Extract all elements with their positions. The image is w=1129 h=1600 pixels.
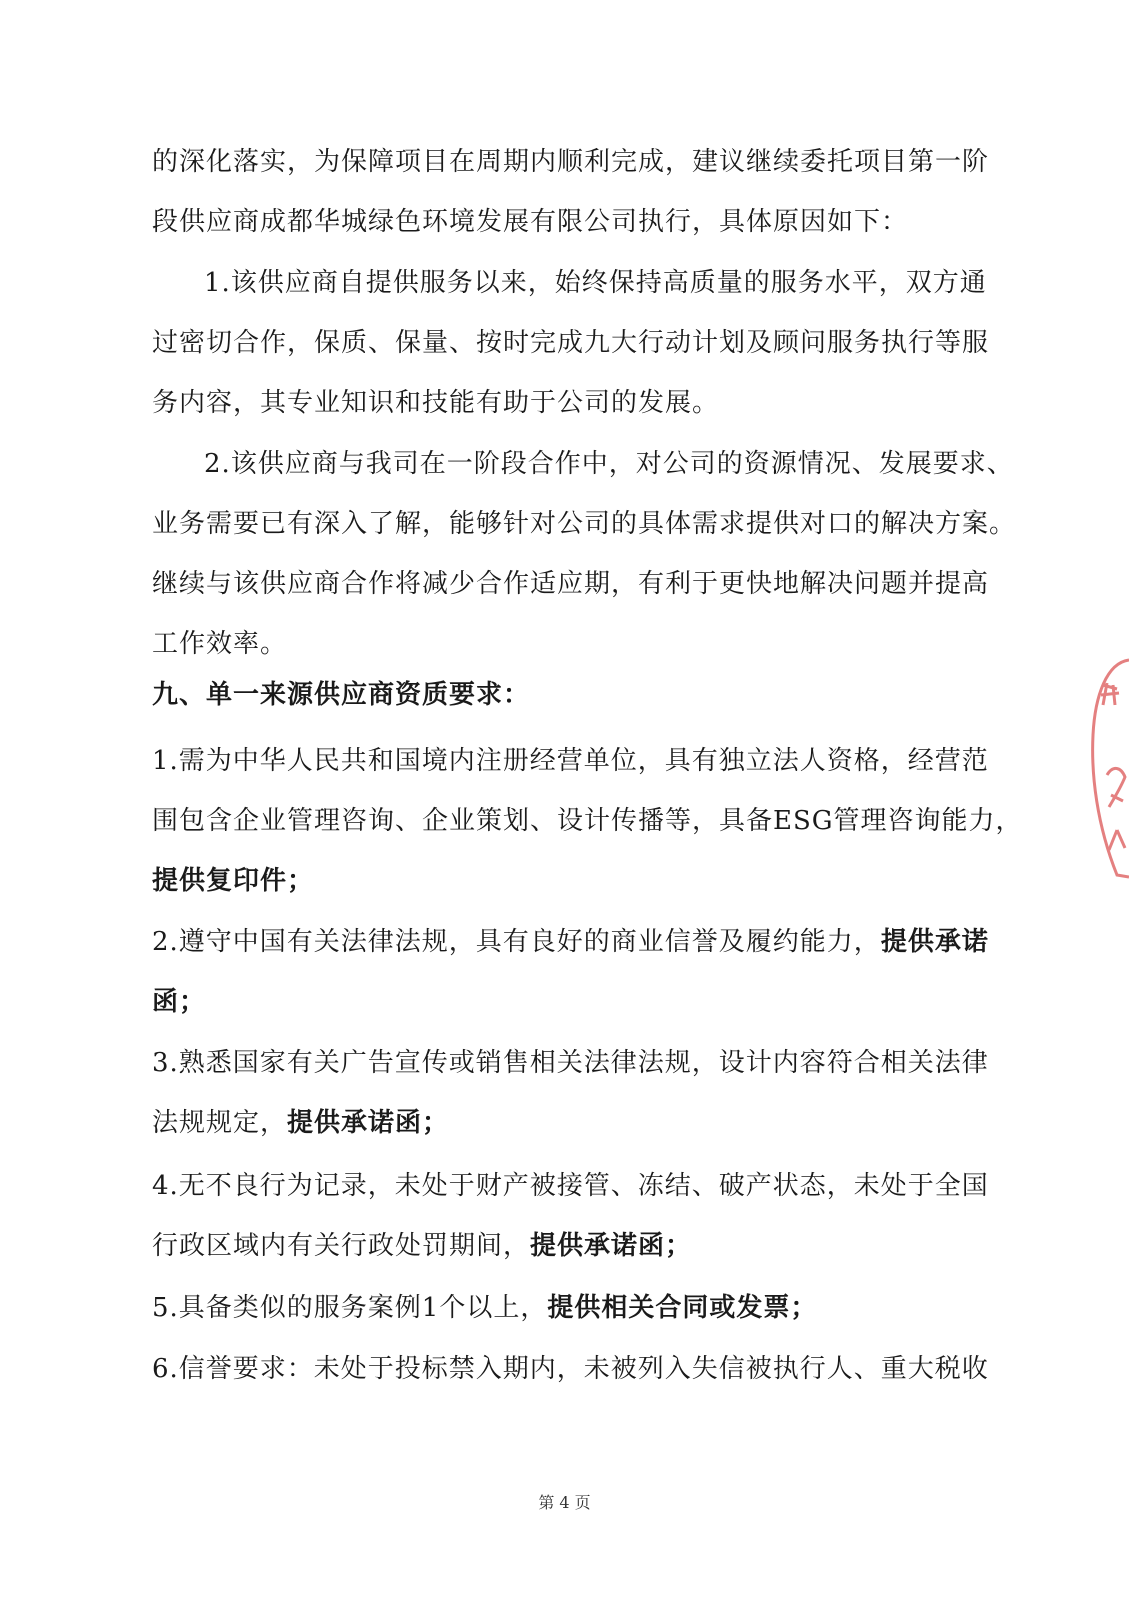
paragraph-line: 过密切合作，保质、保量、按时完成九大行动计划及顾问服务执行等服 [152, 328, 990, 358]
requirement-line [152, 1229, 982, 1263]
paragraph-line: 段供应商成都华城绿色环境发展有限公司执行，具体原因如下： [152, 207, 909, 237]
section-heading: 九、单一来源供应商资质要求： [152, 680, 531, 710]
paragraph-line: 2.该供应商与我司在一阶段合作中，对公司的资源情况、发展要求、 [204, 449, 1014, 479]
requirement-line: 6.信誉要求：未处于投标禁入期内，未被列入失信被执行人、重大税收 [152, 1354, 989, 1384]
bold-text: 提供复印件； [152, 866, 315, 896]
requirement-line: 3.熟悉国家有关广告宣传或销售相关法律法规，设计内容符合相关法律 [152, 1048, 989, 1078]
bold-text: 提供承诺函； [287, 1108, 450, 1138]
paragraph-line: 的深化落实，为保障项目在周期内顺利完成，建议继续委托项目第一阶 [152, 147, 990, 177]
requirement-text: 法规规定， [152, 1108, 288, 1138]
requirement-line: 4.无不良行为记录，未处于财产被接管、冻结、破产状态，未处于全国 [152, 1171, 989, 1201]
paragraph-line: 务内容，其专业知识和技能有助于公司的发展。 [152, 388, 720, 418]
bold-text: 提供相关合同或发票； [547, 1293, 818, 1323]
paragraph-line: 工作效率。 [152, 629, 288, 659]
requirement-line [152, 985, 982, 1019]
requirement-line [152, 1106, 982, 1140]
bold-text: 函； [152, 987, 207, 1017]
requirement-line: 1.需为中华人民共和国境内注册经营单位，具有独立法人资格，经营范 [152, 746, 989, 776]
requirement-line [152, 1291, 982, 1325]
bold-text: 提供承诺 [880, 927, 989, 957]
requirement-line [152, 925, 989, 959]
requirement-line: 围包含企业管理咨询、企业策划、设计传播等，具备ESG管理咨询能力， [152, 806, 1023, 836]
red-seal-stamp [1077, 655, 1129, 885]
requirement-text: 行政区域内有关行政处罚期间， [152, 1231, 531, 1261]
requirement-text: 2.遵守中国有关法律法规，具有良好的商业信誉及履约能力， [152, 927, 881, 957]
page-number: 第 4 页 [538, 1493, 591, 1512]
requirement-text: 5.具备类似的服务案例1个以上， [152, 1293, 548, 1323]
bold-text: 提供承诺函； [530, 1231, 693, 1261]
paragraph-line: 业务需要已有深入了解，能够针对公司的具体需求提供对口的解决方案。 [152, 509, 1017, 539]
requirement-line [152, 864, 982, 898]
paragraph-line: 继续与该供应商合作将减少合作适应期，有利于更快地解决问题并提高 [152, 569, 990, 599]
paragraph-line: 1.该供应商自提供服务以来，始终保持高质量的服务水平，双方通 [204, 268, 987, 298]
